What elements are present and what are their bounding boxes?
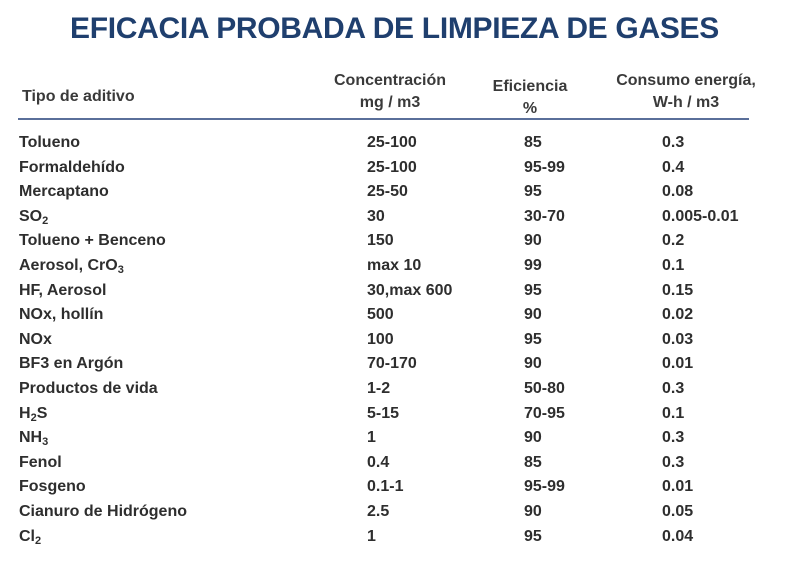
additive-type-cell [19,355,123,373]
efficiency-cell: 90 [524,502,542,520]
additive-type-cell [19,528,41,547]
additive-type-text: BF3 en Argón [19,355,124,373]
additive-type-suffix: S [36,404,48,422]
additive-type-subscript: 2 [42,214,49,227]
header-energy-consumption [598,70,774,114]
energy-consumption-cell: 0.02 [662,306,694,324]
page-title: EFICACIA PROBADA DE LIMPIEZA DE GASES [70,12,719,45]
energy-consumption-cell: 0.1 [662,404,685,422]
table-row [0,254,789,279]
header-energy-consumption-line2: W-h / m3 [652,94,720,111]
additive-type-text: HF, Aerosol [19,281,107,299]
header-concentration-line1: Concentración [333,72,446,89]
additive-type-text: H [19,404,31,422]
table-row [0,131,789,156]
additive-type-text: Cl [19,527,35,545]
concentration-cell: 0.4 [367,453,390,471]
additive-type-subscript: 2 [35,534,42,547]
additive-type-text: Formaldehído [19,158,125,176]
energy-consumption-cell: 0.2 [662,232,685,250]
table-row [0,475,789,500]
table-row [0,352,789,377]
additive-type-cell [19,159,125,177]
efficiency-cell: 85 [524,453,542,471]
energy-consumption-cell: 0.3 [662,453,685,471]
energy-consumption-cell: 0.3 [662,429,685,447]
additive-type-cell [19,405,47,424]
energy-consumption-cell: 0.4 [662,158,685,176]
table-row [0,156,789,181]
concentration-cell: 0.1-1 [367,478,404,496]
additive-type-text: Cianuro de Hidrógeno [19,502,187,520]
concentration-cell: 25-50 [367,183,408,201]
table-body [0,131,789,549]
concentration-cell: max 10 [367,256,422,274]
energy-consumption-cell: 0.01 [662,355,694,373]
concentration-cell: 70-170 [367,355,417,373]
additive-type-cell [19,232,166,250]
energy-consumption-cell: 0.03 [662,330,694,348]
additive-type-cell [19,134,80,152]
concentration-cell: 100 [367,330,394,348]
table-row [0,500,789,525]
efficiency-cell: 70-95 [524,404,565,422]
table-row [0,426,789,451]
efficiency-cell: 50-80 [524,379,565,397]
energy-consumption-cell: 0.08 [662,183,694,201]
table-row [0,303,789,328]
table-row [0,377,789,402]
energy-consumption-cell: 0.15 [662,281,694,299]
table-row [0,279,789,304]
additive-type-cell [19,380,158,398]
energy-consumption-cell: 0.04 [662,527,694,545]
additive-type-text: NH [19,429,43,447]
header-efficiency-line2: % [522,100,538,117]
concentration-cell: 2.5 [367,502,390,520]
additive-type-text: Fosgeno [19,478,86,496]
table-row [0,229,789,254]
header-additive-type-label: Tipo de aditivo [22,88,135,105]
additive-type-subscript: 3 [42,436,49,449]
additive-type-cell [19,257,124,276]
efficiency-cell: 99 [524,256,542,274]
header-divider [18,118,749,120]
efficiency-cell: 90 [524,232,542,250]
table-row [0,525,789,550]
efficiency-cell: 95-99 [524,158,565,176]
efficiency-cell: 90 [524,355,542,373]
energy-consumption-cell: 0.005-0.01 [662,207,739,225]
additive-type-text: NOx, hollín [19,306,104,324]
header-concentration-line2: mg / m3 [359,94,421,111]
table-row [0,205,789,230]
efficiency-cell: 90 [524,306,542,324]
energy-consumption-cell: 0.1 [662,256,685,274]
efficiency-cell: 95 [524,281,542,299]
additive-type-cell [19,429,48,448]
additive-type-cell [19,454,62,472]
efficiency-cell: 95 [524,183,542,201]
additive-type-subscript: 3 [117,263,124,276]
additive-type-text: Mercaptano [19,183,109,201]
header-efficiency-line1: Eficiencia [492,78,568,95]
efficiency-cell: 95-99 [524,478,565,496]
header-concentration [320,70,460,114]
additive-type-cell [19,503,187,521]
header-energy-consumption-line1: Consumo energía, [616,72,756,89]
additive-type-text: Productos de vida [19,379,158,397]
additive-type-text: SO [19,207,43,225]
concentration-cell: 25-100 [367,134,417,151]
concentration-cell: 30,max 600 [367,281,453,299]
additive-type-cell [19,183,109,201]
concentration-cell: 5-15 [367,404,400,422]
table-row [0,402,789,427]
efficiency-cell: 30-70 [524,207,565,225]
additive-type-text: NOx [19,330,52,348]
additive-type-subscript: 2 [30,411,37,424]
table-row [0,328,789,353]
energy-consumption-cell: 0.3 [662,379,685,397]
efficiency-cell: 90 [524,429,542,447]
additive-type-cell [19,331,52,349]
header-additive-type [22,86,135,108]
concentration-cell: 30 [367,207,385,225]
additive-type-cell [19,282,106,300]
table-row [0,451,789,476]
concentration-cell: 25-100 [367,158,417,176]
efficiency-cell: 95 [524,527,542,545]
table-row [0,180,789,205]
energy-consumption-cell: 0.01 [662,478,694,496]
additive-type-cell [19,478,86,496]
efficiency-cell: 85 [524,134,542,151]
additive-type-text: Tolueno [19,134,81,151]
additive-type-text: Tolueno + Benceno [19,232,166,250]
efficiency-cell: 95 [524,330,542,348]
concentration-cell: 1 [367,527,376,545]
additive-type-cell [19,306,103,324]
concentration-cell: 1-2 [367,379,391,397]
energy-consumption-cell: 0.05 [662,502,694,520]
energy-consumption-cell: 0.3 [662,134,685,151]
additive-type-text: Fenol [19,453,62,471]
concentration-cell: 500 [367,306,394,324]
concentration-cell: 1 [367,429,376,447]
concentration-cell: 150 [367,232,394,250]
header-efficiency [480,76,580,120]
additive-type-cell [19,208,48,227]
additive-type-text: Aerosol, CrO [19,256,118,274]
